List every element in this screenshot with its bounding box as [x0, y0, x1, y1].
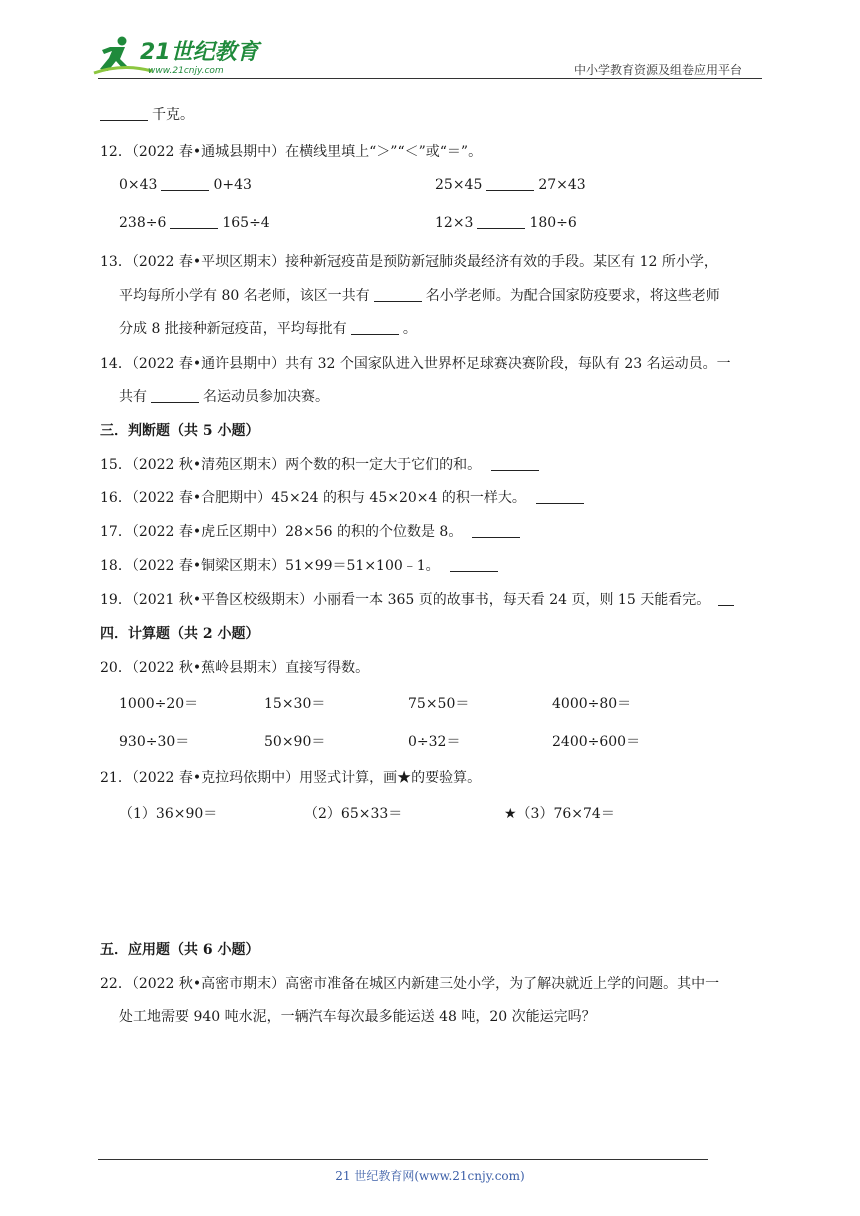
calc-item: 930÷30＝ [119, 734, 190, 750]
q12-compare-2: 25×45 27×43 [435, 177, 586, 193]
section-heading-judgment: 三．判断题（共 5 小题） [100, 423, 260, 439]
question-15: 15．（2022 秋•清苑区期末）两个数的积一定大于它们的和。 [100, 454, 543, 474]
answer-blank[interactable] [100, 106, 148, 121]
answer-blank[interactable] [161, 176, 209, 191]
question-12: 12．（2022 春•通城县期中）在横线里填上“＞”“＜”或“＝”。 [100, 144, 483, 160]
calc-item: 2400÷600＝ [552, 734, 641, 750]
calc-item: 1000÷20＝ [119, 696, 199, 712]
answer-blank[interactable] [472, 523, 520, 538]
question-21: 21．（2022 春•克拉玛依期中）用竖式计算，画★的要验算。 [100, 770, 482, 786]
question-14-line-1: 14．（2022 春•通许县期中）共有 32 个国家队进入世界杯足球赛决赛阶段，每队有 23 名运动员。一 [100, 356, 731, 372]
calc-item: 50×90＝ [264, 734, 326, 750]
answer-blank[interactable] [477, 214, 525, 229]
question-13-line-1: 13．（2022 春•平坝区期末）接种新冠疫苗是预防新冠肺炎最经济有效的手段。某区有 12 所小学， [100, 254, 718, 270]
question-20: 20．（2022 秋•蕉岭县期末）直接写得数。 [100, 660, 370, 676]
question-22-line-2: 处工地需要 940 吨水泥，一辆汽车每次最多能运送 48 吨，20 次能运完吗？ [119, 1009, 596, 1025]
calc-item: 75×50＝ [408, 696, 470, 712]
continued-answer-line: 千克。 [100, 104, 194, 124]
question-14-line-2: 共有 名运动员参加决赛。 [119, 389, 329, 405]
header-divider [98, 78, 762, 79]
answer-blank[interactable] [491, 456, 539, 471]
calc-item: 15×30＝ [264, 696, 326, 712]
answer-blank[interactable] [170, 214, 218, 229]
section-heading-application: 五．应用题（共 6 小题） [100, 942, 260, 958]
question-13-line-3: 分成 8 批接种新冠疫苗，平均每批有 。 [119, 321, 417, 337]
vertical-calc-item: （1）36×90＝ [119, 806, 218, 822]
answer-blank[interactable] [450, 557, 498, 572]
answer-blank[interactable] [351, 320, 399, 335]
logo [92, 33, 262, 79]
question-13-line-2: 平均每所小学有 80 名老师，该区一共有 名小学老师。为配合国家防疫要求，将这些老师 [119, 288, 720, 304]
header-platform-text: 中小学教育资源及组卷应用平台 [574, 63, 743, 77]
q12-compare-1: 0×43 0+43 [119, 177, 252, 193]
q12-compare-4: 12×3 180÷6 [435, 215, 577, 231]
vertical-calc-item: （2）65×33＝ [304, 806, 403, 822]
vertical-calc-item: ★（3）76×74＝ [504, 806, 615, 822]
footer-divider [98, 1159, 708, 1160]
question-18: 18．（2022 春•铜梁区期末）51×99＝51×100﹣1。 [100, 555, 502, 575]
question-19: 19．（2021 秋•平鲁区校级期末）小丽看一本 365 页的故事书，每天看 24 页，则 15 天能看完。 [100, 589, 738, 609]
answer-blank[interactable] [536, 489, 584, 504]
section-heading-calculation: 四．计算题（共 2 小题） [100, 626, 260, 642]
calc-item: 4000÷80＝ [552, 696, 632, 712]
footer-link[interactable]: 21 世纪教育网(www.21cnjy.com) [335, 1169, 525, 1183]
q12-compare-3: 238÷6 165÷4 [119, 215, 270, 231]
svg-text:www.21cnjy.com: www.21cnjy.com [148, 66, 224, 76]
answer-blank[interactable] [718, 591, 734, 606]
answer-blank[interactable] [151, 388, 199, 403]
answer-blank[interactable] [486, 176, 534, 191]
question-22-line-1: 22．（2022 秋•高密市期末）高密市准备在城区内新建三处小学，为了解决就近上学的问题。其中一 [100, 976, 720, 992]
answer-blank[interactable] [374, 287, 422, 302]
calc-item: 0÷32＝ [408, 734, 461, 750]
question-16: 16．（2022 春•合肥期中）45×24 的积与 45×20×4 的积一样大。 [100, 487, 588, 507]
question-17: 17．（2022 春•虎丘区期中）28×56 的积的个位数是 8。 [100, 521, 524, 541]
svg-text:21世纪教育: 21世纪教育 [140, 40, 259, 65]
